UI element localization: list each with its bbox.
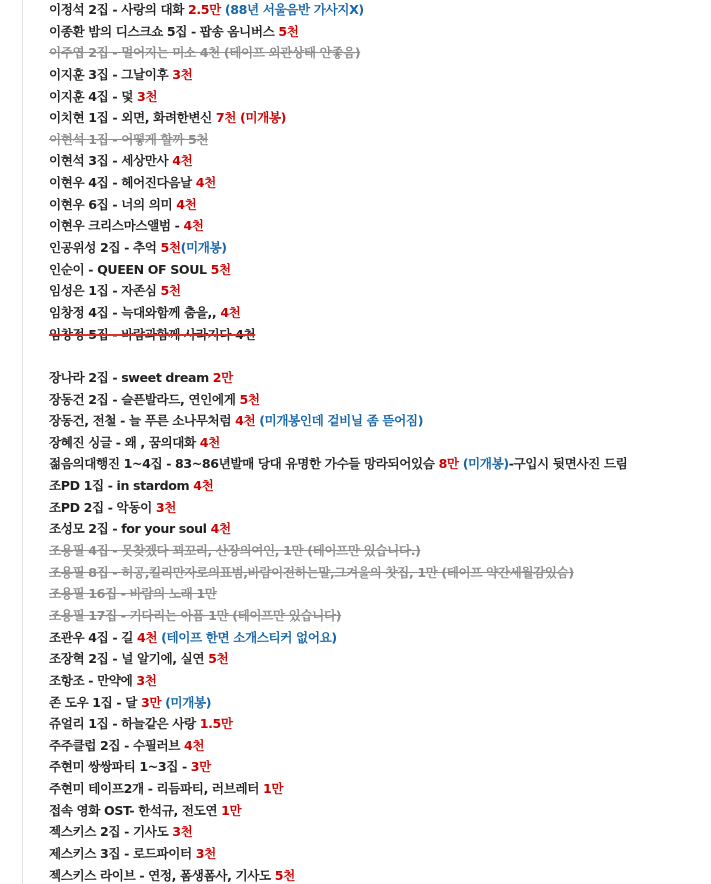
item-title: 조장혁 2집 - 널 알기에, 실연	[49, 651, 209, 667]
list-item	[49, 648, 709, 670]
item-title: 조PD 2집 - 악동이	[49, 499, 156, 515]
item-title: 제스키스 3집 - 로드파이터	[49, 845, 196, 861]
item-price: 4천	[184, 737, 205, 753]
item-price: 4천	[235, 413, 256, 429]
blank-line	[49, 345, 709, 367]
item-price: 8만	[438, 456, 459, 472]
list-item	[49, 453, 709, 475]
list-item	[49, 410, 709, 432]
item-title: 이현우 4집 - 헤어진다음날	[49, 175, 196, 191]
item-price: 5천	[274, 867, 295, 883]
item-title: 장나라 2집 - sweet dream	[49, 369, 213, 385]
list-item	[49, 756, 709, 778]
item-price: 4천	[193, 478, 214, 494]
item-title: 이지훈 3집 - 그날이후	[49, 66, 173, 82]
item-price: 4천	[136, 629, 158, 645]
list-item	[49, 129, 709, 151]
item-price: 5천	[239, 391, 260, 407]
item-price: 4천	[176, 196, 197, 212]
item-price: 4천	[210, 521, 231, 537]
list-item	[49, 64, 709, 86]
list-item	[49, 367, 709, 389]
item-title: 임창정 4집 - 늑대와함께 춤을,,	[49, 304, 221, 320]
item-price: 4천	[195, 175, 216, 191]
list-item	[49, 475, 709, 497]
item-note: (88년 서울음반 가사지X)	[220, 2, 364, 17]
item-extra: -구입시 뒷면사진 드림	[508, 456, 628, 472]
item-price: 5천	[160, 240, 181, 256]
list-item	[49, 237, 709, 259]
item-price: 1만	[262, 781, 284, 797]
item-note: (미개봉)	[458, 456, 509, 472]
item-title: 젝스키스 라이브 - 연정, 폼생폼사, 기사도	[49, 867, 275, 883]
item-price: 2.5만	[188, 2, 221, 17]
list-item	[49, 259, 709, 281]
item-title: 주주클럽 2집 - 수필러브	[49, 737, 185, 753]
list-item	[49, 583, 709, 605]
list-item	[49, 21, 709, 43]
item-title: 이현석 1집 - 어떻게 할까 5천	[49, 131, 209, 147]
list-item	[49, 150, 709, 172]
item-title: 이현석 3집 - 세상만사	[49, 153, 173, 169]
list-item	[49, 843, 709, 865]
item-title: 조용필 8집 - 허공,킬리만자로의표범,바람이전하는말,그겨울의 찻집, 1만 (테이프 약간세월감있슴)	[49, 564, 574, 580]
item-price: 3만	[140, 694, 162, 710]
item-price: 1.5만	[199, 716, 233, 732]
list-item	[49, 518, 709, 540]
item-note: (미개봉인데 겉비닐 좀 뜯어짐)	[255, 413, 424, 429]
item-price: 3천	[172, 824, 193, 840]
list-item	[49, 302, 709, 324]
item-title: 이종환 밤의 디스크쇼 5집 - 팝송 옴니버스	[49, 23, 279, 39]
list-item	[49, 194, 709, 216]
item-title: 이주엽 2집 - 멀어지는 미소 4천 (테이프 외관상태 안좋음)	[49, 45, 361, 61]
item-title: 존 도우 1집 - 달	[49, 694, 141, 710]
item-title: 임성은 1집 - 자존심	[49, 283, 161, 299]
list-item	[49, 215, 709, 237]
list-item	[49, 800, 709, 822]
left-margin-rule	[22, 0, 23, 884]
list-item	[49, 713, 709, 735]
list-item	[49, 735, 709, 757]
item-price: 5천	[210, 261, 231, 277]
item-price: 3만	[190, 759, 211, 775]
item-price: 3천	[136, 88, 158, 104]
item-title: 인공위성 2집 - 추억	[49, 240, 161, 256]
item-title: 이치현 1집 - 외면, 화려한변신	[49, 110, 216, 126]
item-price: 1만	[221, 802, 242, 818]
item-price: 5천	[208, 651, 229, 667]
item-title: 조용필 16집 - 바람의 노래 1만	[49, 586, 217, 602]
item-note: (미개봉)	[161, 694, 212, 710]
item-price: 4천	[199, 434, 220, 450]
list-item	[49, 627, 709, 649]
item-price: 4천	[183, 218, 204, 234]
item-price: 4천	[235, 326, 256, 342]
list-item	[49, 605, 709, 627]
item-title: 조PD 1집 - in stardom	[49, 478, 194, 494]
list-item	[49, 670, 709, 692]
list-item	[49, 865, 709, 884]
item-note: (미개봉)	[180, 240, 227, 256]
item-title: 조항조 - 만약에	[49, 672, 137, 688]
item-price: 7천 (미개봉)	[215, 110, 287, 126]
list-item	[49, 562, 709, 584]
list-item	[49, 389, 709, 411]
item-title: 젊음의대행진 1~4집 - 83~86년발매 당대 유명한 가수들 망라되어있슴	[49, 456, 439, 472]
item-price: 2만	[212, 369, 233, 385]
list-item	[49, 692, 709, 714]
item-title: 쥬얼리 1집 - 하늘같은 사랑	[49, 716, 200, 732]
item-title: 인순이 - QUEEN OF SOUL	[49, 261, 211, 277]
list-item	[49, 497, 709, 519]
list-item	[49, 432, 709, 454]
item-title: 이지훈 4집 - 덫	[49, 88, 137, 104]
list-item	[49, 0, 709, 21]
item-price: 4천	[220, 304, 241, 320]
item-price: 5천	[278, 23, 299, 39]
list-item	[49, 107, 709, 129]
list-item	[49, 42, 709, 64]
list-item	[49, 86, 709, 108]
item-title: 조관우 4집 - 길	[49, 629, 137, 645]
item-price: 5천	[160, 283, 181, 299]
list-item	[49, 540, 709, 562]
item-title: 조성모 2집 - for your soul	[49, 521, 211, 537]
item-title: 젝스키스 2집 - 기사도	[49, 824, 173, 840]
list-item	[49, 821, 709, 843]
item-price: 3천	[155, 499, 176, 515]
item-price: 3천	[172, 66, 193, 82]
item-title: 이현우 6집 - 너의 의미	[49, 196, 177, 212]
item-title: 장동건, 전철 - 늘 푸른 소나무처럼	[49, 413, 236, 429]
album-price-list	[49, 0, 709, 884]
item-title: 주현미 쌍쌍파티 1~3집 -	[49, 759, 191, 775]
item-title: 장혜진 싱글 - 왜 , 꿈의대화	[49, 434, 200, 450]
item-price: 3천	[195, 845, 216, 861]
item-price: 3천	[136, 672, 157, 688]
list-item	[49, 778, 709, 800]
item-note: (테이프 한면 소개스티커 없어요)	[157, 629, 337, 645]
list-item	[49, 172, 709, 194]
item-title: 이정석 2집 - 사랑의 대화	[49, 2, 189, 17]
list-item	[49, 324, 709, 346]
item-title: 주현미 테이프2개 - 리듬파티, 러브레터	[49, 781, 263, 797]
item-title: 조용필 17집 - 기다리는 아픔 1만 (테이프만 있습니다)	[49, 607, 342, 623]
item-title: 조용필 4집 - 못찾겠다 꾀꼬리, 산장의여인, 1만 (테이프만 있습니다.)	[49, 543, 421, 559]
item-title: 임창정 5집 - 바람과함께 사라지다	[49, 326, 236, 342]
item-title: 접속 영화 OST- 한석규, 전도연	[49, 802, 222, 818]
item-title: 이현우 크리스마스앨범 -	[49, 218, 184, 234]
item-title: 장동건 2집 - 슬픈발라드, 연인에게	[49, 391, 240, 407]
item-price: 4천	[172, 153, 193, 169]
list-item	[49, 280, 709, 302]
